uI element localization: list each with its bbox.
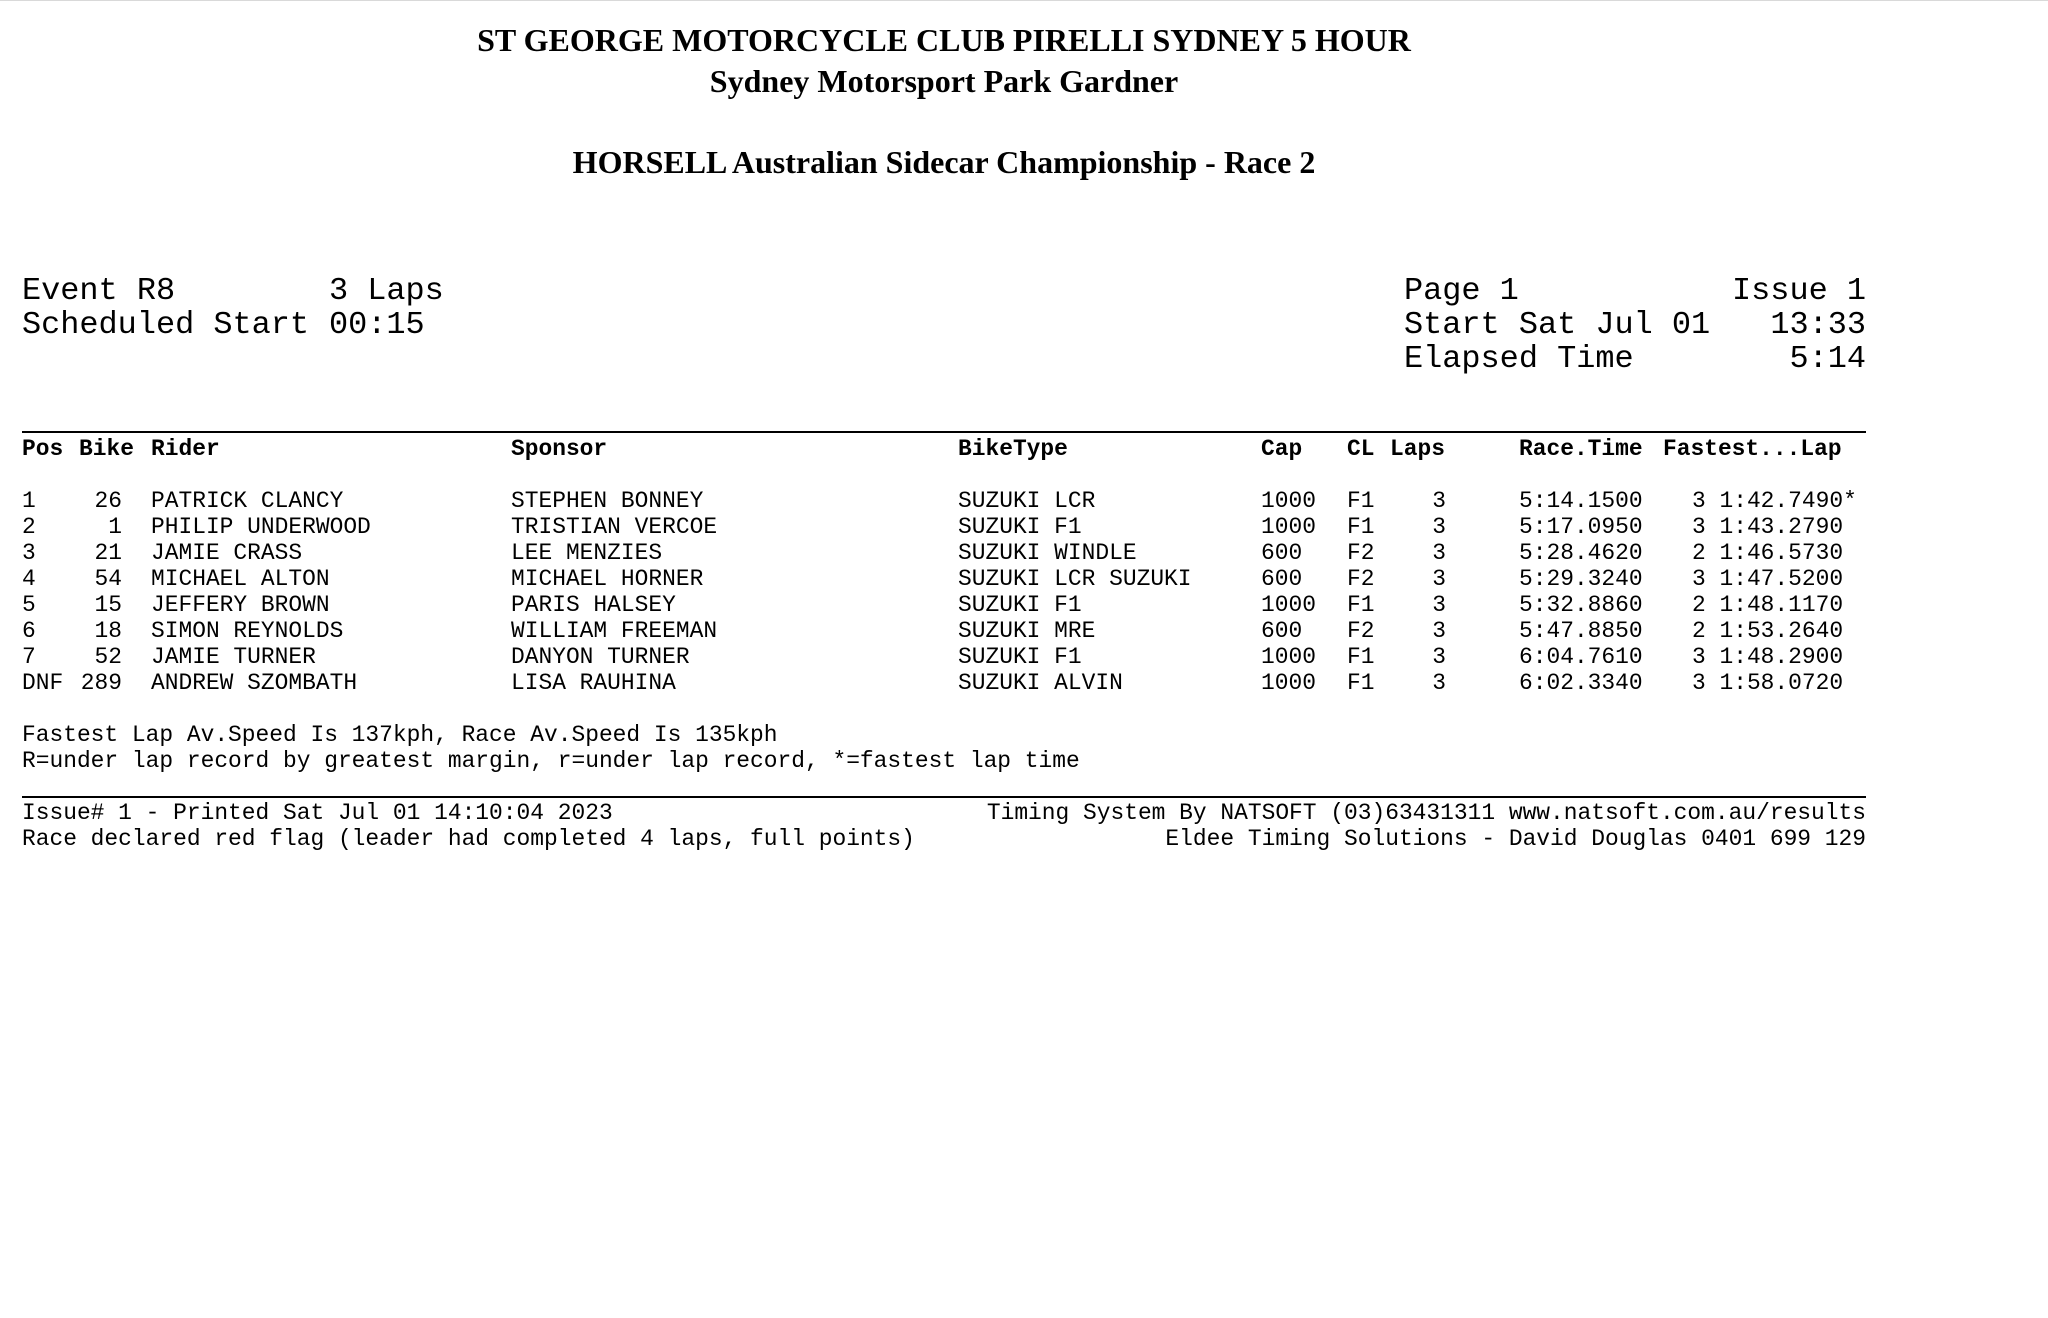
cell-biketype: SUZUKI F1 (958, 514, 1082, 540)
col-header-biketype: BikeType (958, 436, 1068, 462)
table-row (0, 670, 1888, 696)
cell-biketype: SUZUKI LCR (958, 488, 1096, 514)
start-time-value: 13:33 (1770, 306, 1866, 343)
page-number: Page 1 (1404, 272, 1519, 309)
cell-fastest-lap: 2 1:48.1170 (1692, 592, 1844, 618)
scheduled-start-value: 00:15 (329, 306, 425, 343)
cell-laps: 3 (1432, 514, 1446, 540)
cell-fastest-lap: 3 1:43.2790 (1692, 514, 1844, 540)
table-row (0, 540, 1888, 566)
printed-info: Issue# 1 - Printed Sat Jul 01 14:10:04 2023 (22, 800, 613, 826)
venue-title: Sydney Motorsport Park Gardner (709, 63, 1179, 99)
cell-bike: 52 (94, 644, 122, 670)
cell-laps: 3 (1432, 644, 1446, 670)
elapsed-time-label: Elapsed Time (1404, 340, 1634, 377)
cell-racetime: 5:28.4620 (1519, 540, 1643, 566)
cell-pos: 4 (22, 566, 36, 592)
cell-fastest-lap: 2 1:53.2640 (1692, 618, 1844, 644)
cell-laps: 3 (1432, 540, 1446, 566)
cell-cap: 1000 (1261, 592, 1316, 618)
col-header-racetime: Race.Time (1519, 436, 1643, 462)
col-header-sponsor: Sponsor (511, 436, 608, 462)
cell-cl: F2 (1347, 618, 1375, 644)
cell-pos: 3 (22, 540, 36, 566)
col-header-rider: Rider (151, 436, 220, 462)
cell-bike: 15 (94, 592, 122, 618)
cell-laps: 3 (1432, 670, 1446, 696)
col-header-cl: CL (1347, 436, 1375, 462)
cell-bike: 18 (94, 618, 122, 644)
meeting-title: ST GEORGE MOTORCYCLE CLUB PIRELLI SYDNEY 5 HOUR (477, 22, 1411, 58)
cell-cap: 600 (1261, 540, 1303, 566)
cell-pos: DNF (22, 670, 64, 696)
cell-biketype: SUZUKI ALVIN (958, 670, 1123, 696)
cell-rider: ANDREW SZOMBATH (151, 670, 358, 696)
table-row (0, 514, 1888, 540)
elapsed-time-value: 5:14 (1789, 340, 1866, 377)
cell-laps: 3 (1432, 488, 1446, 514)
cell-fastest-lap: 3 1:47.5200 (1692, 566, 1844, 592)
cell-racetime: 5:32.8860 (1519, 592, 1643, 618)
cell-sponsor: WILLIAM FREEMAN (511, 618, 718, 644)
cell-pos: 6 (22, 618, 36, 644)
col-header-laps: Laps (1390, 436, 1445, 462)
cell-cl: F2 (1347, 540, 1375, 566)
cell-fastest-lap: 3 1:48.2900 (1692, 644, 1844, 670)
cell-cl: F1 (1347, 670, 1375, 696)
cell-biketype: SUZUKI F1 (958, 592, 1082, 618)
start-date-label: Start Sat Jul 01 (1404, 306, 1711, 343)
cell-biketype: SUZUKI MRE (958, 618, 1096, 644)
cell-bike: 21 (94, 540, 122, 566)
col-header-pos: Pos (22, 436, 64, 462)
cell-fastest-lap: 2 1:46.5730 (1692, 540, 1844, 566)
cell-rider: JAMIE CRASS (151, 540, 303, 566)
table-row (0, 592, 1888, 618)
cell-cap: 1000 (1261, 670, 1316, 696)
cell-biketype: SUZUKI WINDLE (958, 540, 1137, 566)
cell-cap: 1000 (1261, 514, 1316, 540)
cell-racetime: 6:02.3340 (1519, 670, 1643, 696)
table-row (0, 618, 1888, 644)
cell-sponsor: TRISTIAN VERCOE (511, 514, 718, 540)
cell-racetime: 5:29.3240 (1519, 566, 1643, 592)
cell-rider: JEFFERY BROWN (151, 592, 330, 618)
cell-racetime: 6:04.7610 (1519, 644, 1643, 670)
red-flag-note: Race declared red flag (leader had completed 4 laps, full points) (22, 826, 915, 852)
cell-racetime: 5:17.0950 (1519, 514, 1643, 540)
cell-cap: 1000 (1261, 644, 1316, 670)
cell-sponsor: STEPHEN BONNEY (511, 488, 704, 514)
timing-system-info: Timing System By NATSOFT (03)63431311 www.natsoft.com.au/results (986, 800, 1866, 826)
cell-racetime: 5:47.8850 (1519, 618, 1643, 644)
cell-rider: SIMON REYNOLDS (151, 618, 344, 644)
cell-sponsor: LEE MENZIES (511, 540, 663, 566)
table-row (0, 488, 1888, 514)
cell-bike: 289 (80, 670, 122, 696)
speed-note: Fastest Lap Av.Speed Is 137kph, Race Av.Speed Is 135kph (22, 722, 778, 748)
cell-cl: F2 (1347, 566, 1375, 592)
cell-cap: 600 (1261, 618, 1303, 644)
cell-pos: 5 (22, 592, 36, 618)
cell-cl: F1 (1347, 514, 1375, 540)
cell-sponsor: MICHAEL HORNER (511, 566, 704, 592)
cell-laps: 3 (1432, 592, 1446, 618)
col-header-bike: Bike (79, 436, 134, 462)
col-header-fastest-lap: Fastest...Lap (1663, 436, 1842, 462)
cell-cl: F1 (1347, 644, 1375, 670)
cell-rider: PATRICK CLANCY (151, 488, 344, 514)
cell-sponsor: PARIS HALSEY (511, 592, 676, 618)
scheduled-start-label: Scheduled Start (22, 306, 310, 343)
col-header-cap: Cap (1261, 436, 1303, 462)
cell-rider: JAMIE TURNER (151, 644, 316, 670)
cell-sponsor: LISA RAUHINA (511, 670, 676, 696)
cell-laps: 3 (1432, 566, 1446, 592)
cell-cl: F1 (1347, 592, 1375, 618)
cell-laps: 3 (1432, 618, 1446, 644)
cell-bike: 54 (94, 566, 122, 592)
issue-number: Issue 1 (1732, 272, 1866, 309)
legend-note: R=under lap record by greatest margin, r=under lap record, *=fastest lap time (22, 748, 1080, 774)
cell-cap: 600 (1261, 566, 1303, 592)
cell-cap: 1000 (1261, 488, 1316, 514)
timing-contact-info: Eldee Timing Solutions - David Douglas 0401 699 129 (1165, 826, 1866, 852)
top-border (0, 0, 2048, 1)
cell-fastest-lap: 3 1:58.0720 (1692, 670, 1844, 696)
cell-rider: MICHAEL ALTON (151, 566, 330, 592)
cell-biketype: SUZUKI LCR SUZUKI (958, 566, 1192, 592)
table-row (0, 644, 1888, 670)
cell-pos: 1 (22, 488, 36, 514)
cell-cl: F1 (1347, 488, 1375, 514)
cell-bike: 1 (108, 514, 122, 540)
cell-sponsor: DANYON TURNER (511, 644, 690, 670)
cell-pos: 2 (22, 514, 36, 540)
event-label: Event R8 (22, 272, 176, 309)
footer-rule (22, 796, 1866, 798)
table-row (0, 566, 1888, 592)
cell-biketype: SUZUKI F1 (958, 644, 1082, 670)
cell-fastest-lap: 3 1:42.7490* (1692, 488, 1857, 514)
header-rule (22, 431, 1866, 433)
cell-rider: PHILIP UNDERWOOD (151, 514, 371, 540)
cell-racetime: 5:14.1500 (1519, 488, 1643, 514)
cell-bike: 26 (94, 488, 122, 514)
race-title: HORSELL Australian Sidecar Championship - Race 2 (572, 144, 1316, 180)
event-laps: 3 Laps (329, 272, 444, 309)
cell-pos: 7 (22, 644, 36, 670)
